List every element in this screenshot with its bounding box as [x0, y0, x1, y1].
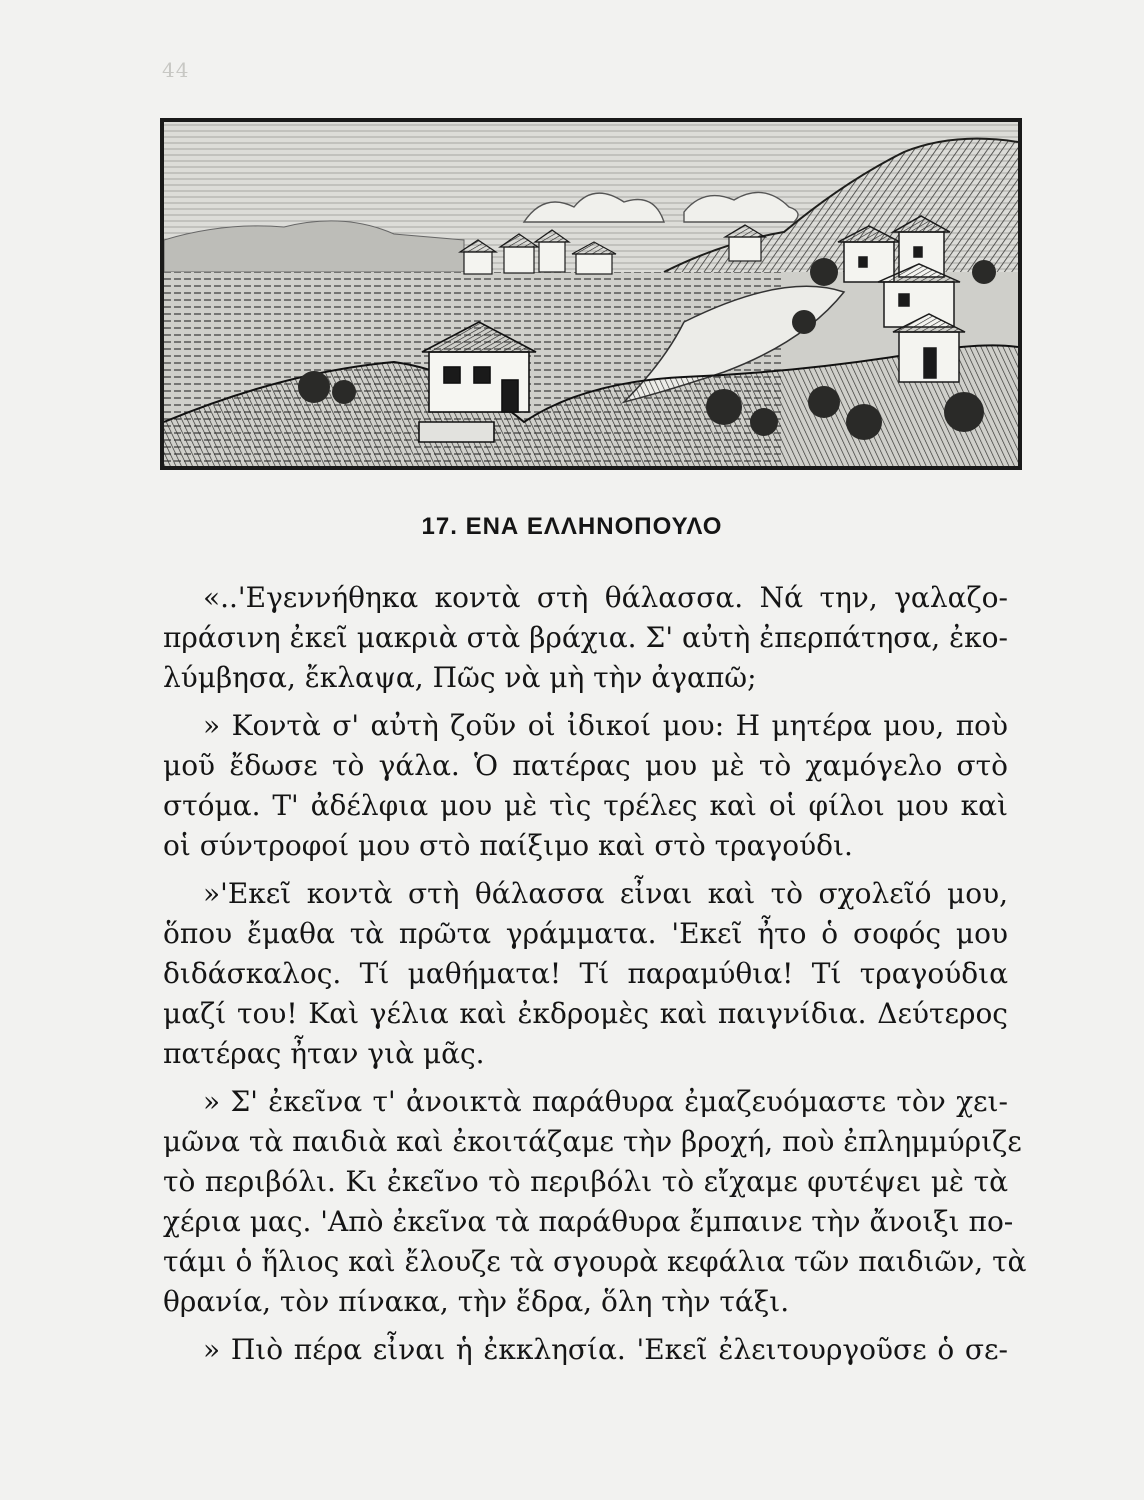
chapter-title: 17. ΕΝΑ ΕΛΛΗΝΟΠΟΥΛΟ: [421, 513, 723, 540]
text-line: μῶνα τὰ παιδιὰ καὶ ἐκοιτάζαμε τὴν βροχή, ποὺ ἐπλημμύριζε: [163, 1125, 1022, 1158]
paragraph-gap: [163, 1074, 1008, 1082]
text-line: πράσινη ἐκεῖ μακριὰ στὰ βράχια. Σ' αὐτὴ ἐπερπάτησα, ἐκο-: [163, 621, 1008, 654]
page-number: 44: [162, 58, 190, 82]
text-line: θρανία, τὸν πίνακα, τὴν ἕδρα, ὅλη τὴν τάξι.: [163, 1285, 790, 1318]
text-line: πατέρας ἦταν γιὰ μᾶς.: [163, 1037, 485, 1070]
text-line: «..'Εγεννήθηκα κοντὰ στὴ θάλασσα. Νά την, γαλαζο-: [203, 581, 1008, 614]
text-line: λύμβησα, ἔκλαψα, Πῶς νὰ μὴ τὴν ἀγαπῶ;: [163, 661, 757, 694]
paragraph-gap: [163, 1322, 1008, 1330]
text-line: » Πιὸ πέρα εἶναι ἡ ἐκκλησία. 'Εκεῖ ἐλειτουργοῦσε ὁ σε-: [203, 1333, 1008, 1366]
text-line: τάμι ὁ ἥλιος καὶ ἔλουζε τὰ σγουρὰ κεφάλια τῶν παιδιῶν, τὰ: [163, 1245, 1027, 1278]
text-line: μοῦ ἔδωσε τὸ γάλα. Ὁ πατέρας μου μὲ τὸ χαμόγελο στὸ: [163, 749, 1008, 782]
text-line: τὸ περιβόλι. Κι ἐκεῖνο τὸ περιβόλι τὸ εἴχαμε φυτέψει μὲ τὰ: [163, 1165, 1008, 1198]
text-line: ὅπου ἔμαθα τὰ πρῶτα γράμματα. 'Εκεῖ ἦτο ὁ σοφός μου: [163, 917, 1008, 950]
text-line: οἱ σύντροφοί μου στὸ παίξιμο καὶ στὸ τραγούδι.: [163, 829, 853, 862]
text-line: χέρια μας. 'Απὸ ἐκεῖνα τὰ παράθυρα ἔμπαινε τὴν ἄνοιξι πο-: [163, 1205, 1014, 1238]
body-text: [163, 578, 1027, 1370]
text-line: »'Εκεῖ κοντὰ στὴ θάλασσα εἶναι καὶ τὸ σχολεῖό μου,: [203, 877, 1008, 910]
seaside-village-illustration: [160, 118, 1022, 470]
paragraph-gap: [163, 698, 1008, 706]
paragraph-gap: [163, 866, 1008, 874]
text-line: διδάσκαλος. Τί μαθήματα! Τί παραμύθια! Τί τραγούδια: [163, 957, 1008, 990]
text-line: » Κοντὰ σ' αὐτὴ ζοῦν οἱ ἰδικοί μου: Η μητέρα μου, ποὺ: [203, 709, 1008, 742]
text-line: στόμα. Τ' ἀδέλφια μου μὲ τὶς τρέλες καὶ οἱ φίλοι μου καὶ: [163, 789, 1008, 822]
text-line: μαζί του! Καὶ γέλια καὶ ἐκδρομὲς καὶ παιγνίδια. Δεύτερος: [163, 997, 1008, 1030]
text-line: » Σ' ἐκεῖνα τ' ἀνοικτὰ παράθυρα ἐμαζευόμαστε τὸν χει-: [203, 1085, 1008, 1118]
seaside-village-engraving: [164, 122, 1018, 466]
